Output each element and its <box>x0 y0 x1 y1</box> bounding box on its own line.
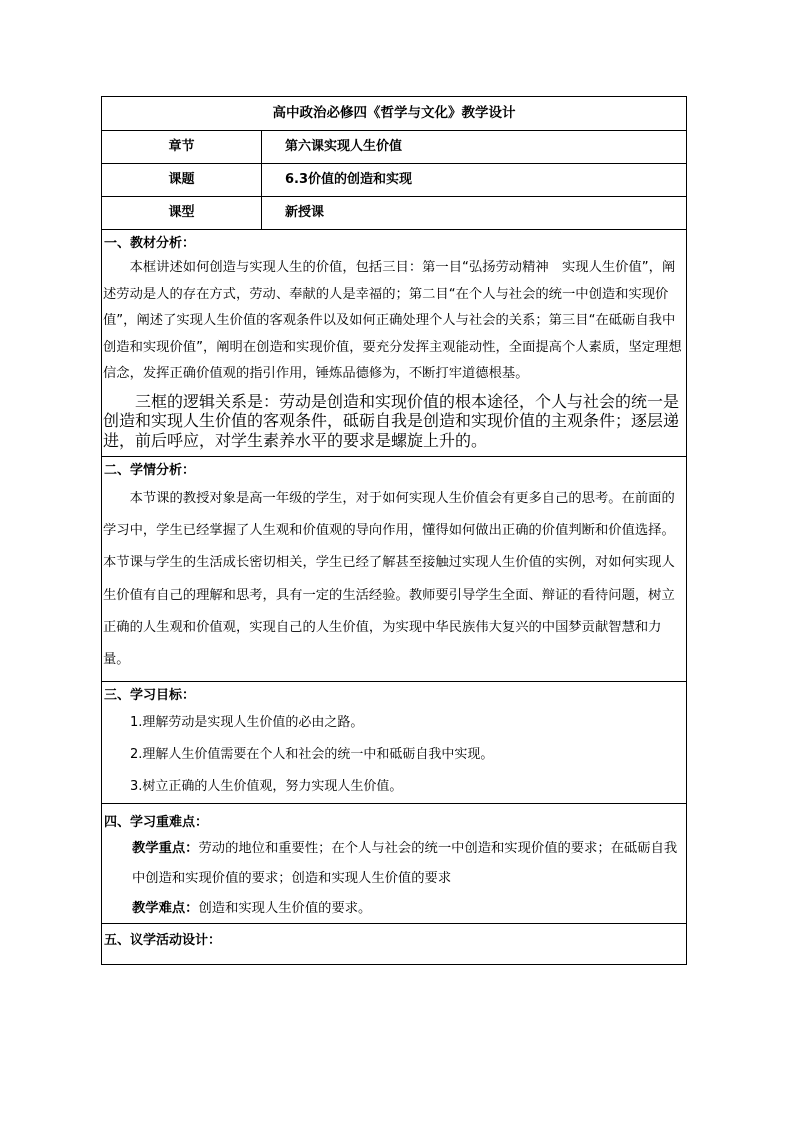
goal-item: 2.理解人生价值需要在个人和社会的统一中和砥砺自我中实现。 <box>130 747 494 762</box>
difficulty-label: 教学难点： <box>132 901 199 916</box>
goal-item: 1.理解劳动是实现人生价值的必由之路。 <box>130 715 364 730</box>
difficulty-text: 创造和实现人生价值的要求。 <box>198 901 372 916</box>
info-row-topic <box>102 164 686 197</box>
section-heading: 三、学习目标： <box>104 688 196 703</box>
paragraph: 三框的逻辑关系是：劳动是创造和实现价值的根本途径，个人与社会的统一是创造和实现人生价值的客观条件，砥砺自我是创造和实现价值的主观条件；逐层递进，前后呼应，对学生素养水平的要求是螺旋上升的。 <box>103 391 680 450</box>
section-heading: 二、学情分析： <box>104 463 196 478</box>
paragraph: 本框讲述如何创造与实现人生的价值，包括三目：第一目“弘扬劳动精神 实现人生价值”，阐述劳动是人的存在方式，劳动、奉献的人是幸福的；第二目“在个人与社会的统一中创造和实现价值”，阐述了实现人生价值的客观条件以及如何正确处理个人与社会的关系；第三目“在砥砺自我中创造和实现价值”，阐明在创造和实现价值，要充分发挥主观能动性，全面提高个人素质，坚定理想信念，发挥正确价值观的指引作用，锤炼品德修为，不断打牢道德根基。 <box>103 260 682 381</box>
section-heading: 五、议学活动设计： <box>104 933 222 948</box>
table-title: 高中政治必修四《哲学与文化》教学设计 <box>102 97 686 131</box>
section-student-analysis <box>102 457 686 682</box>
info-label: 章节 <box>102 131 262 163</box>
key-point-label: 教学重点： <box>132 841 199 856</box>
difficulty-paragraph <box>102 894 686 924</box>
info-value: 新授课 <box>285 205 325 220</box>
info-value: 6.3价值的创造和实现 <box>285 172 413 187</box>
section-learning-goals <box>102 682 686 804</box>
info-value: 第六课实现人生价值 <box>285 139 403 154</box>
key-point-text: 劳动的地位和重要性；在个人与社会的统一中创造和实现价值的要求；在砥砺自我中创造和实现价值的要求；创造和实现人生价值的要求 <box>132 841 678 886</box>
section-key-points <box>102 804 686 924</box>
key-point-paragraph <box>102 834 686 894</box>
section-textbook-analysis <box>102 230 686 457</box>
goal-item: 3.树立正确的人生价值观，努力实现人生价值。 <box>130 779 403 794</box>
info-label: 课题 <box>102 164 262 196</box>
info-label: 课型 <box>102 197 262 229</box>
section-heading: 四、学习重难点： <box>104 815 209 830</box>
section-heading: 一、教材分析： <box>104 236 196 251</box>
lesson-plan-table <box>101 96 687 965</box>
paragraph: 本节课的教授对象是高一年级的学生，对于如何实现人生价值会有更多自己的思考。在前面的学习中，学生已经掌握了人生观和价值观的导向作用，懂得如何做出正确的价值判断和价值选择。本节课与学生的生活成长密切相关，学生已经了解甚至接触过实现人生价值的实例，对如何实现人生价值有自己的理解和思考，具有一定的生活经验。教师要引导学生全面、辩证的看待问题，树立正确的人生观和价值观，实现自己的人生价值，为实现中华民族伟大复兴的中国梦贡献智慧和力量。 <box>103 491 675 668</box>
info-row-lesson-type <box>102 197 686 230</box>
section-activity-design <box>102 924 686 957</box>
info-row-chapter <box>102 131 686 164</box>
